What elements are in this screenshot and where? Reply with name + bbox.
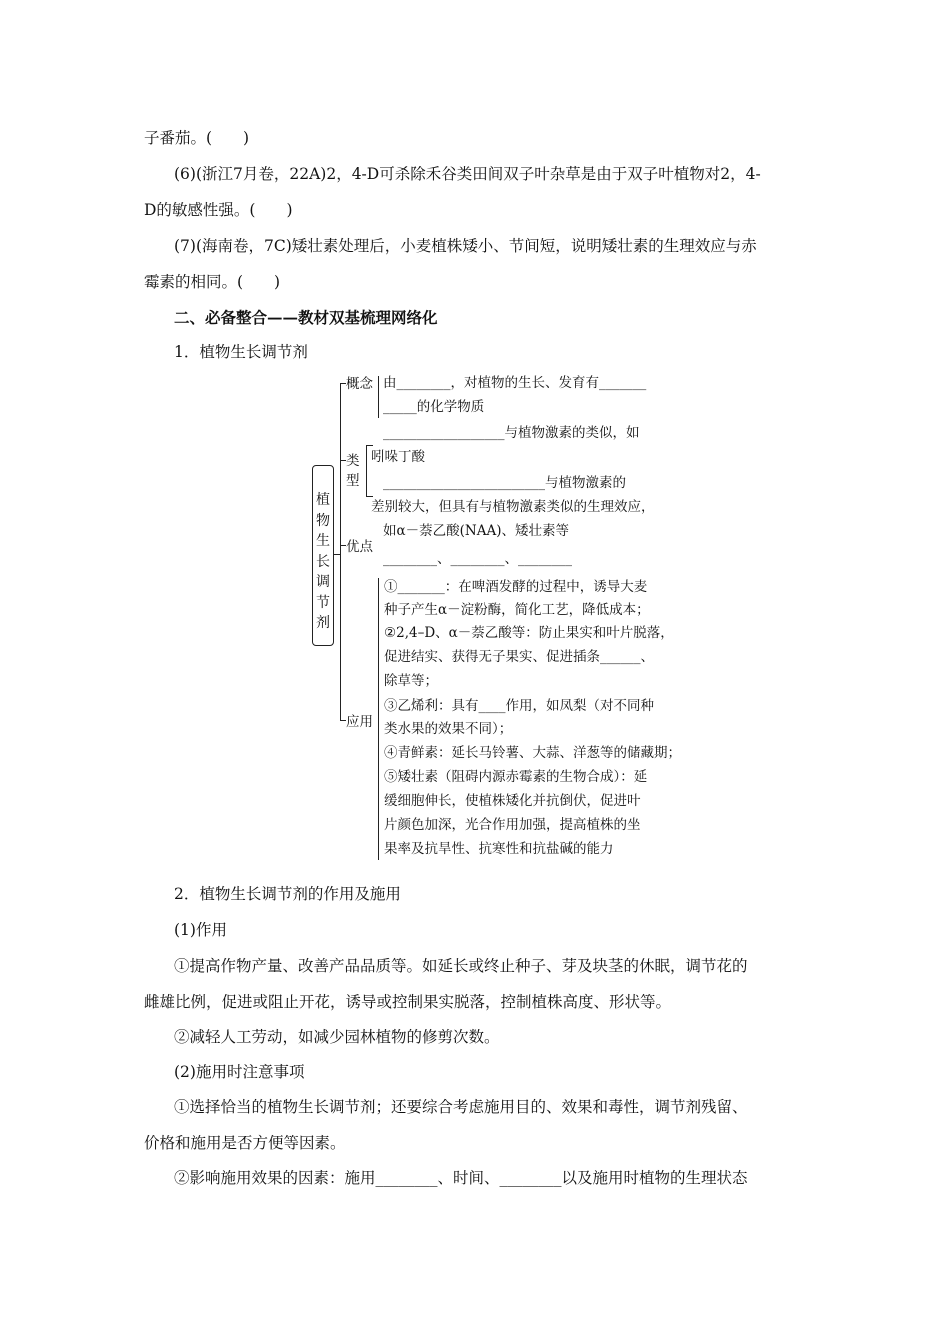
paragraph-line: ②减轻人工劳动，如减少园林植物的修剪次数。 <box>174 1028 500 1046</box>
branch-label-type: 类型 <box>346 453 360 489</box>
paragraph-line: ②影响施用效果的因素：施用________、时间、________以及施用时植物的生理状态 <box>174 1169 748 1187</box>
paragraph-line: (2)施用时注意事项 <box>174 1063 305 1081</box>
paragraph-line: 雌雄比例，促进或阻止开花，诱导或控制果实脱落，控制植株高度、形状等。 <box>144 993 672 1011</box>
branch-label-concept: 概念 <box>346 376 373 392</box>
subheading: 2．植物生长调节剂的作用及施用 <box>174 885 401 903</box>
branch-label-applications: 应用 <box>346 714 373 730</box>
application-line: 类水果的效果不同）； <box>384 721 513 737</box>
paragraph-line: D的敏感性强。( ) <box>144 201 293 219</box>
paragraph-line: (1)作用 <box>174 921 227 939</box>
diagram-title-box <box>312 465 334 646</box>
application-line: 缓细胞伸长，使植株矮化并抗倒伏，促进叶 <box>384 793 641 809</box>
paragraph-line: 价格和施用是否方便等因素。 <box>144 1134 346 1152</box>
type-line: 差别较大，但具有与植物激素类似的生理效应， <box>371 499 655 515</box>
diagram-title: 植物生长调节剂 <box>316 492 330 631</box>
subheading: 1．植物生长调节剂 <box>174 343 308 361</box>
application-line: ②2,4–D、α－萘乙酸等：防止果实和叶片脱落， <box>384 625 674 641</box>
advantages-line: ________、________、________ <box>383 551 572 567</box>
type-line: 吲哚丁酸 <box>371 449 425 465</box>
application-line: ③乙烯利：具有____作用，如凤梨（对不同种 <box>384 698 654 714</box>
application-line: 果率及抗旱性、抗寒性和抗盐碱的能力 <box>384 841 614 857</box>
application-line: ④青鲜素：延长马铃薯、大蒜、洋葱等的储藏期； <box>384 745 681 761</box>
paragraph-line: (7)(海南卷，7C)矮壮素处理后，小麦植株矮小、节间短，说明矮壮素的生理效应与赤 <box>174 237 757 255</box>
paragraph-line: 霉素的相同。( ) <box>144 273 281 291</box>
type-line: __________________与植物激素的类似，如 <box>383 425 640 441</box>
concept-line: 由________，对植物的生长、发育有_______ <box>383 375 647 391</box>
bracket-line <box>366 445 373 446</box>
application-line: 除草等； <box>384 673 438 689</box>
branch-label-advantages: 优点 <box>346 539 373 555</box>
paragraph-line: 子番茄。( ) <box>144 129 250 147</box>
concept-line: _____的化学物质 <box>383 399 485 415</box>
bracket-line <box>378 578 379 860</box>
bracket-line <box>366 445 367 497</box>
type-line: ________________________与植物激素的 <box>383 475 626 491</box>
paragraph-line: ①选择恰当的植物生长调节剂；还要综合考虑施用目的、效果和毒性，调节剂残留、 <box>174 1098 748 1116</box>
application-line: ⑤矮壮素（阻碍内源赤霉素的生物合成）：延 <box>384 769 648 785</box>
paragraph-line: ①提高作物产量、改善产品品质等。如延长或终止种子、芽及块茎的休眠，调节花的 <box>174 957 748 975</box>
application-line: ①_______：在啤酒发酵的过程中，诱导大麦 <box>384 579 648 595</box>
application-line: 种子产生α－淀粉酶，简化工艺，降低成本； <box>384 602 650 618</box>
bracket-line <box>378 376 379 418</box>
application-line: 片颜色加深，光合作用加强，提高植株的坐 <box>384 817 641 833</box>
application-line: 促进结实、获得无子果实、促进插条______、 <box>384 649 654 665</box>
type-line: 如α－萘乙酸(NAA)、矮壮素等 <box>383 523 569 539</box>
section-heading: 二、必备整合——教材双基梳理网络化 <box>174 308 438 327</box>
trunk-line <box>340 383 341 721</box>
paragraph-line: (6)(浙江7月卷，22A)2，4-D可杀除禾谷类田间双子叶杂草是由于双子叶植物对2，4- <box>174 165 761 183</box>
